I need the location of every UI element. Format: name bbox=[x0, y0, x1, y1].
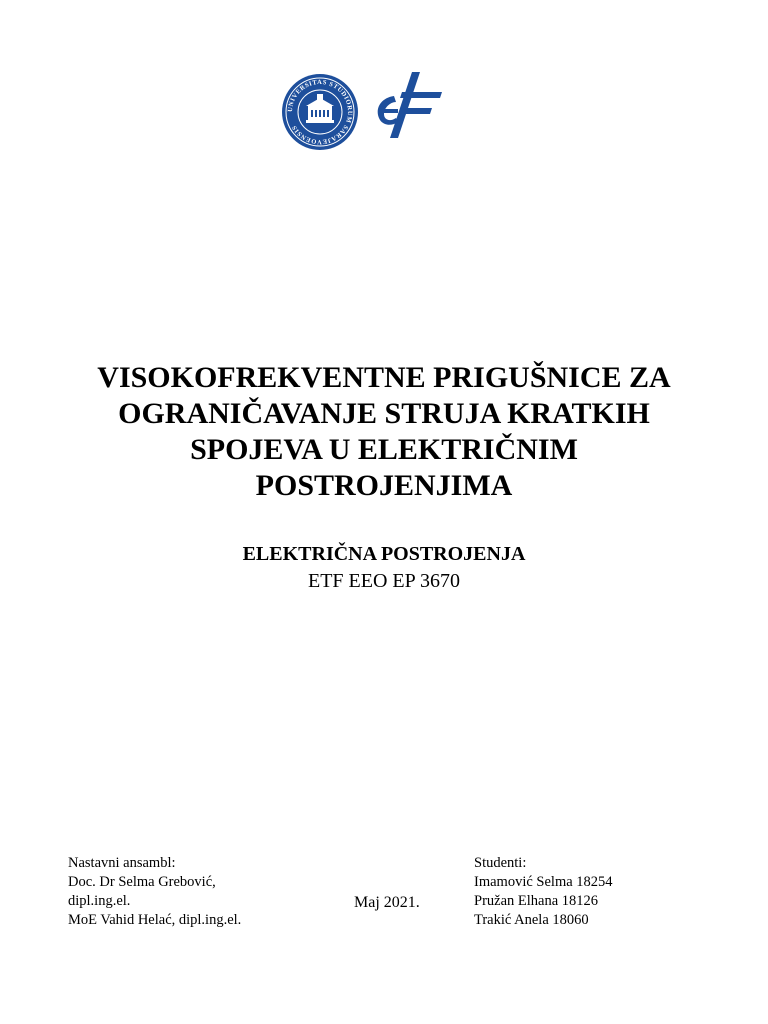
staff-heading: Nastavni ansambl: bbox=[68, 855, 176, 871]
staff-line-3: MoE Vahid Helać, dipl.ing.el. bbox=[68, 912, 242, 928]
staff-line-2: dipl.ing.el. bbox=[68, 893, 131, 909]
logos bbox=[280, 68, 450, 148]
staff-line-1: Doc. Dr Selma Grebović, bbox=[68, 874, 216, 890]
teaching-staff bbox=[68, 854, 241, 930]
university-seal-logo bbox=[280, 72, 360, 152]
title-line-1: VISOKOFREKVENTNE PRIGUŠNICE ZA bbox=[97, 361, 671, 394]
student-line-1: Imamović Selma 18254 bbox=[474, 874, 613, 890]
course-info bbox=[40, 541, 728, 595]
course-code: ETF EEO EP 3670 bbox=[307, 570, 461, 592]
student-line-2: Pružan Elhana 18126 bbox=[474, 893, 599, 909]
university-seal-text: UNIVERSITAS STUDIORUM SARAJEVOENSIS bbox=[286, 78, 354, 146]
course-name: ELEKTRIČNA POSTROJENJA bbox=[242, 543, 526, 565]
students bbox=[474, 854, 613, 930]
students-heading: Studenti: bbox=[474, 855, 527, 871]
etf-faculty-logo bbox=[372, 68, 444, 140]
title-line-4: POSTROJENJIMA bbox=[255, 469, 513, 502]
title-line-2: OGRANIČAVANJE STRUJA KRATKIH bbox=[118, 397, 650, 430]
etf-logo-text: etf bbox=[408, 139, 410, 140]
title-line-3: SPOJEVA U ELEKTRIČNIM bbox=[190, 433, 578, 466]
document-title bbox=[40, 360, 728, 504]
student-line-3: Trakić Anela 18060 bbox=[474, 912, 589, 928]
document-date: Maj 2021. bbox=[354, 894, 420, 911]
